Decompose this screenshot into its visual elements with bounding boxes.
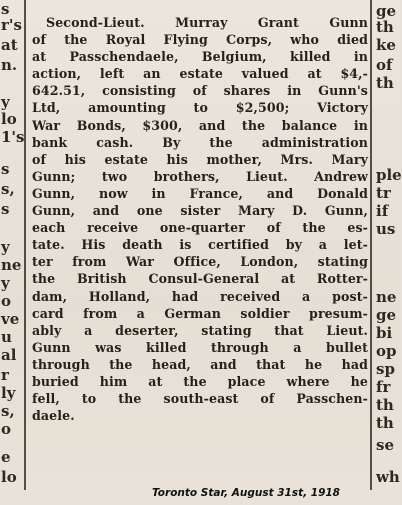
article-line: Gunn; two brothers, Lieut. Andrew <box>32 168 368 184</box>
article-line: the British Consul-General at Rotter- <box>32 271 368 287</box>
left-fragment: ve <box>1 310 20 328</box>
adjacent-column-right <box>374 0 400 505</box>
right-fragment: ple <box>376 166 402 184</box>
right-fragment: th <box>376 414 394 432</box>
right-fragment: ge <box>376 306 397 324</box>
right-fragment: if <box>376 202 389 220</box>
article-line: each receive one-quarter of the es- <box>32 220 368 236</box>
left-fragment: s <box>1 160 10 178</box>
article-line: of the Royal Flying Corps, who died <box>32 32 368 48</box>
left-fragment: e <box>1 448 11 466</box>
article-line: of his estate his mother, Mrs. Mary <box>32 151 368 167</box>
right-fragment: th <box>376 396 394 414</box>
left-fragment: s, <box>1 180 15 198</box>
article-line: buried him at the place where he <box>32 373 368 389</box>
article-line: Second-Lieut. Murray Grant Gunn <box>46 15 368 30</box>
right-fragment: fr <box>376 378 391 396</box>
article-line: ter from War Office, London, stating <box>32 254 368 270</box>
article-line: fell, to the south-east of Passchen- <box>32 391 368 407</box>
left-fragment: y <box>1 274 10 292</box>
left-fragment: r's <box>1 16 22 34</box>
left-fragment: at <box>1 36 18 54</box>
article-line: Gunn was killed through a bullet <box>32 339 368 355</box>
source-caption: Toronto Star, August 31st, 1918 <box>152 487 340 499</box>
left-fragment: ly <box>1 384 16 402</box>
right-fragment: ge <box>376 2 397 20</box>
right-fragment: se <box>376 436 394 454</box>
right-fragment: ke <box>376 36 396 54</box>
left-fragment: o <box>1 420 12 438</box>
article-line: ably a deserter, stating that Lieut. <box>32 322 368 338</box>
article-line: bank cash. By the administration <box>32 134 368 150</box>
column-rule-left <box>24 0 26 490</box>
right-fragment: bi <box>376 324 393 342</box>
left-fragment: lo <box>1 468 17 486</box>
right-fragment: of <box>376 56 393 74</box>
article-line: through the head, and that he had <box>32 356 368 372</box>
right-fragment: us <box>376 220 396 238</box>
left-fragment: ne <box>1 256 22 274</box>
right-fragment: tr <box>376 184 391 202</box>
article-line: dam, Holland, had received a post- <box>32 288 368 304</box>
article-line: daele. <box>32 408 75 424</box>
left-fragment: 1's <box>1 128 25 146</box>
article-line: tate. His death is certified by a let- <box>32 237 368 253</box>
article-line: Ltd, amounting to $2,500; Victory <box>32 100 368 116</box>
right-fragment: th <box>376 18 394 36</box>
left-fragment: s, <box>1 402 15 420</box>
left-fragment: n. <box>1 56 18 74</box>
left-fragment: u <box>1 328 12 346</box>
left-fragment: y <box>1 93 10 111</box>
right-fragment: ne <box>376 288 397 306</box>
left-fragment: y <box>1 238 10 256</box>
right-fragment: op <box>376 342 397 360</box>
article-line: War Bonds, $300, and the balance in <box>32 117 368 133</box>
article-line: 642.51, consisting of shares in Gunn's <box>32 83 368 99</box>
adjacent-column-left <box>0 0 25 490</box>
right-fragment: wh <box>376 468 400 486</box>
right-fragment: th <box>376 74 394 92</box>
column-rule-right <box>370 0 372 490</box>
left-fragment: al <box>1 346 17 364</box>
article-line: action, left an estate valued at $4,- <box>32 66 368 82</box>
left-fragment: lo <box>1 110 17 128</box>
left-fragment: o <box>1 292 12 310</box>
article-line: at Passchendaele, Belgium, killed in <box>32 49 368 65</box>
article-line: Gunn, now in France, and Donald <box>32 185 368 201</box>
article-line: card from a German soldier presum- <box>32 305 368 321</box>
left-fragment: s <box>1 200 10 218</box>
left-fragment: s <box>1 0 10 18</box>
right-fragment: sp <box>376 360 395 378</box>
left-fragment: r <box>1 366 9 384</box>
article-body <box>32 14 368 424</box>
article-line: Gunn, and one sister Mary D. Gunn, <box>32 203 368 219</box>
